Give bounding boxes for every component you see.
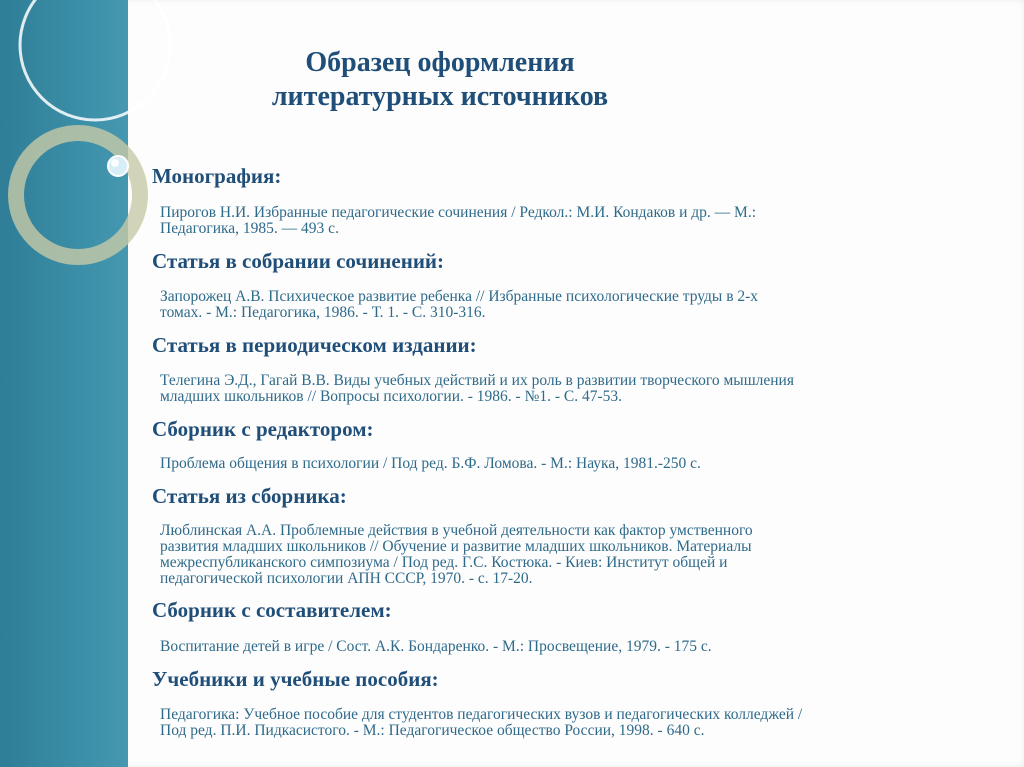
reference-monograph (160, 205, 1000, 237)
reference-edited-collection (160, 456, 1000, 472)
reference-collected-works-article (160, 289, 1000, 321)
reference-line: младших школьников // Вопросы психологии. - 1986. - №1. - С. 47-53. (160, 388, 623, 405)
reference-collection-article (160, 523, 1000, 587)
reference-textbooks (160, 707, 1000, 739)
title-line-1: Образец оформления (305, 47, 575, 78)
reference-line: педагогической психологии АПН СССР, 1970. - с. 17-20. (160, 570, 533, 587)
reference-line: Запорожец А.В. Психическое развитие ребенка // Избранные психологические труды в 2-х (160, 288, 759, 305)
reference-compiled-collection (160, 639, 1000, 655)
section-heading-periodical-article: Статья в периодическом издании: (152, 333, 477, 357)
title-line-2: литературных источников (271, 81, 609, 112)
section-heading-collected-works-article: Статья в собрании сочинений: (152, 249, 445, 273)
page-title (160, 46, 720, 114)
reference-periodical-article (160, 373, 1000, 405)
reference-line: Под ред. П.И. Пидкасистого. - М.: Педагогическое общество России, 1998. - 640 с. (160, 722, 705, 739)
section-heading-textbooks: Учебники и учебные пособия: (152, 667, 439, 691)
reference-line: Проблема общения в психологии / Под ред. Б.Ф. Ломова. - М.: Наука, 1981.-250 с. (160, 455, 701, 472)
reference-line: развития младших школьников // Обучение и развитие младших школьников. Материалы (160, 538, 752, 555)
reference-line: Педагогика, 1985. — 493 с. (160, 220, 339, 237)
section-heading-monograph: Монография: (152, 164, 282, 188)
reference-line: Воспитание детей в игре / Сост. А.К. Бондаренко. - М.: Просвещение, 1979. - 175 с. (160, 638, 712, 655)
section-heading-edited-collection: Сборник с редактором: (152, 417, 374, 441)
reference-line: Педагогика: Учебное пособие для студентов педагогических вузов и педагогических колледжей / (160, 706, 803, 723)
section-heading-compiled-collection: Сборник с составителем: (152, 598, 392, 622)
reference-line: межреспубликанского симпозиума / Под ред. Г.С. Костюка. - Киев: Институт общей и (160, 554, 728, 571)
reference-line: Люблинская А.А. Проблемные действия в учебной деятельности как фактор умственного (160, 522, 753, 539)
decorative-rings (0, 0, 140, 767)
reference-line: Телегина Э.Д., Гагай В.В. Виды учебных действий и их роль в развитии творческого мышления (160, 372, 794, 389)
reference-line: томах. - М.: Педагогика, 1986. - Т. 1. - С. 310-316. (160, 304, 486, 321)
reference-line: Пирогов Н.И. Избранные педагогические сочинения / Редкол.: М.И. Кондаков и др. — М.: (160, 204, 757, 221)
section-heading-collection-article: Статья из сборника: (152, 484, 347, 508)
